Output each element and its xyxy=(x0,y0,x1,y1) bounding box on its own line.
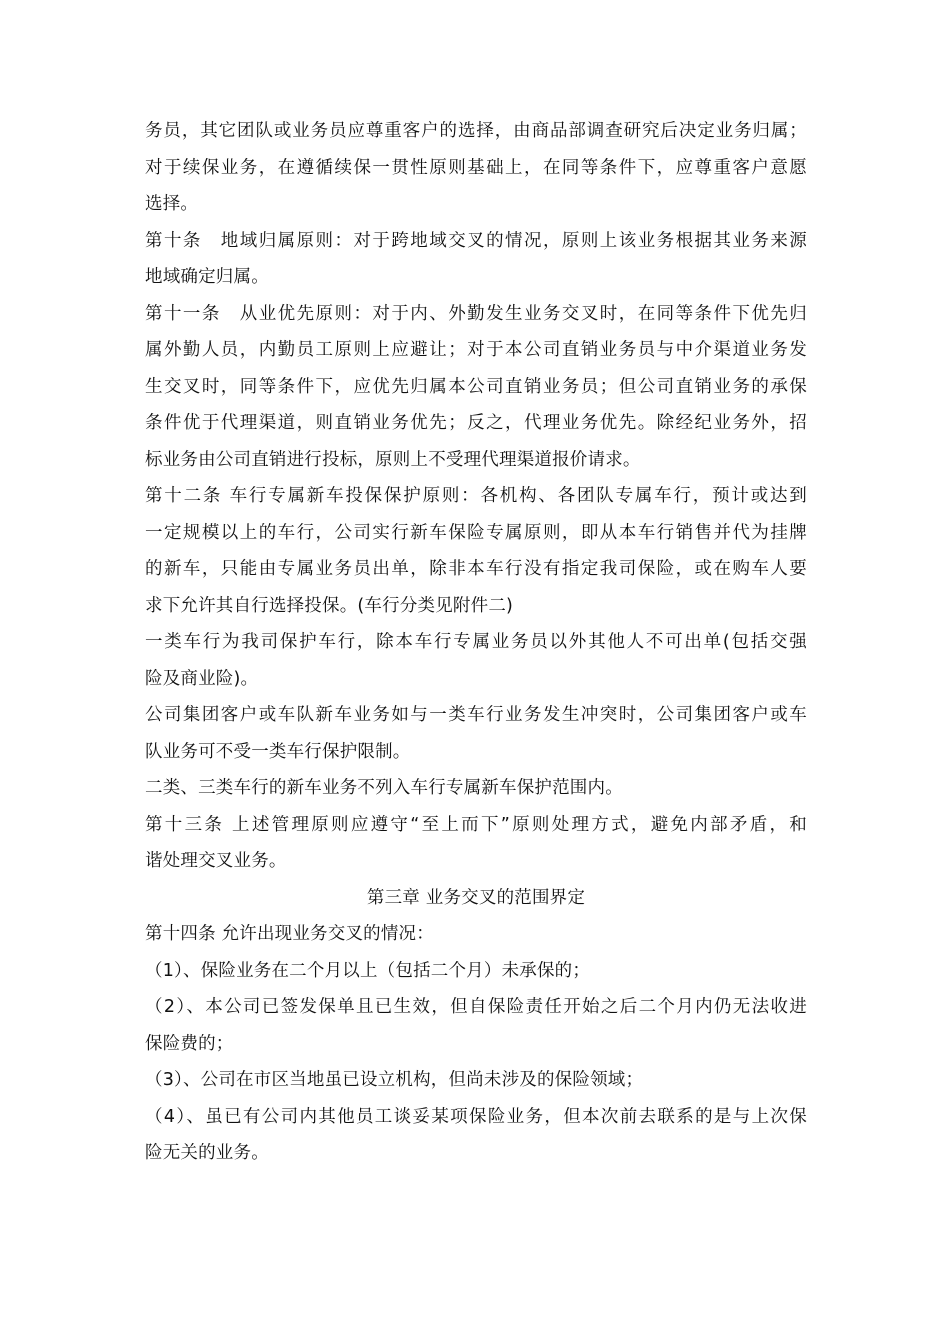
list-item: （3）、公司在市区当地虽已设立机构，但尚未涉及的保险领域； xyxy=(145,1070,644,1090)
article-14-line: 第十四条 允许出现业务交叉的情况： xyxy=(145,924,434,944)
article-13-line: 第十三条 上述管理原则应遵守“至上而下”原则处理方式，避免内部矛盾，和 xyxy=(145,814,807,835)
text-line: 生交叉时，同等条件下，应优先归属本公司直销业务员；但公司直销业务的承保 xyxy=(145,376,807,397)
list-item: （4）、虽已有公司内其他员工谈妥某项保险业务，但本次前去联系的是与上次保 xyxy=(145,1106,807,1127)
text-line: 公司集团客户或车队新车业务如与一类车行业务发生冲突时，公司集团客户或车 xyxy=(145,705,807,725)
list-item: （2）、本公司已签发保单且已生效，但自保险责任开始之后二个月内仍无法收进 xyxy=(145,997,807,1017)
text-line: 一类车行为我司保护车行，除本车行专属业务员以外其他人不可出单(包括交强 xyxy=(145,632,807,652)
article-11-line: 第十一条 从业优先原则：对于内、外勤发生业务交叉时，在同等条件下优先归 xyxy=(145,303,807,324)
text-line: 队业务可不受一类车行保护限制。 xyxy=(145,741,411,762)
text-line: 险无关的业务。 xyxy=(145,1143,269,1163)
text-line: 二类、三类车行的新车业务不列入车行专属新车保护范围内。 xyxy=(145,778,623,798)
text-line: 地域确定归属。 xyxy=(145,267,269,287)
list-item: （1）、保险业务在二个月以上（包括二个月）未承保的； xyxy=(145,960,591,981)
text-line: 谐处理交叉业务。 xyxy=(145,851,287,871)
text-line: 标业务由公司直销进行投标，原则上不受理代理渠道报价请求。 xyxy=(145,449,641,470)
text-line: 求下允许其自行选择投保。(车行分类见附件二) xyxy=(145,595,514,616)
article-10-line: 第十条 地域归属原则：对于跨地域交叉的情况，原则上该业务根据其业务来源 xyxy=(145,230,807,251)
text-line: 险及商业险)。 xyxy=(145,668,259,689)
text-line: 的新车，只能由专属业务员出单，除非本车行没有指定我司保险，或在购车人要 xyxy=(145,559,807,579)
chapter-heading: 第三章 业务交叉的范围界定 xyxy=(366,887,586,908)
text-line: 选择。 xyxy=(145,194,199,214)
text-line: 保险费的； xyxy=(145,1033,234,1054)
text-line: 条件优于代理渠道，则直销业务优先；反之，代理业务优先。除经纪业务外，招 xyxy=(145,413,807,433)
document-page xyxy=(145,113,807,1172)
text-line: 一定规模以上的车行，公司实行新车保险专属原则，即从本车行销售并代为挂牌 xyxy=(145,522,807,543)
article-12-line: 第十二条 车行专属新车投保保护原则：各机构、各团队专属车行，预计或达到 xyxy=(145,486,807,506)
text-line: 务员，其它团队或业务员应尊重客户的选择，由商品部调查研究后决定业务归属； xyxy=(145,121,807,141)
text-line: 对于续保业务，在遵循续保一贯性原则基础上，在同等条件下，应尊重客户意愿 xyxy=(145,157,807,178)
text-line: 属外勤人员，内勤员工原则上应避让；对于本公司直销业务员与中介渠道业务发 xyxy=(145,340,807,360)
